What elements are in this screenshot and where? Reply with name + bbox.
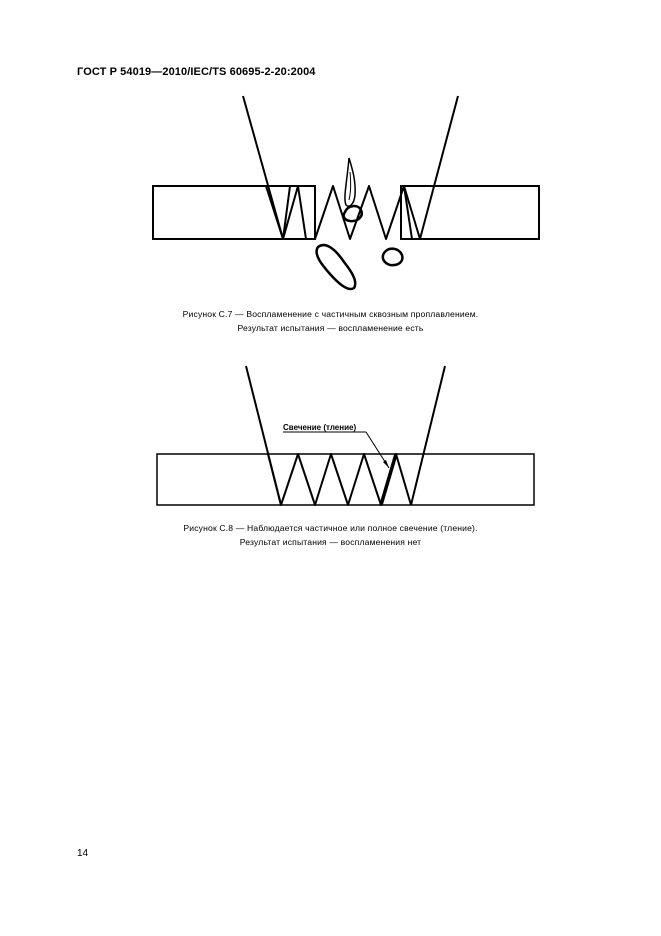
glow-wire-right-leg — [411, 366, 445, 505]
page-number: 14 — [77, 848, 89, 859]
glow-label: Свечение (тление) — [283, 423, 357, 432]
glowing-coil-segment — [381, 454, 396, 505]
figure-c8-caption — [0, 521, 661, 549]
document-header: ГОСТ Р 54019—2010/IEC/TS 60695-2-20:2004 — [77, 66, 316, 78]
figure-c7-caption-line1: Рисунок С.7 — Воспламенение с частичным сквозным проплавлением. — [182, 309, 479, 319]
figure-c8-caption-line1: Рисунок С.8 — Наблюдается частичное или полное свечение (тление). — [183, 523, 478, 533]
figure-c8-caption-line2: Результат испытания — воспламенения нет — [239, 537, 422, 547]
glow-label-arrowhead — [383, 460, 389, 468]
figure-c7-caption-line2: Результат испытания — воспламенение есть — [237, 323, 424, 333]
